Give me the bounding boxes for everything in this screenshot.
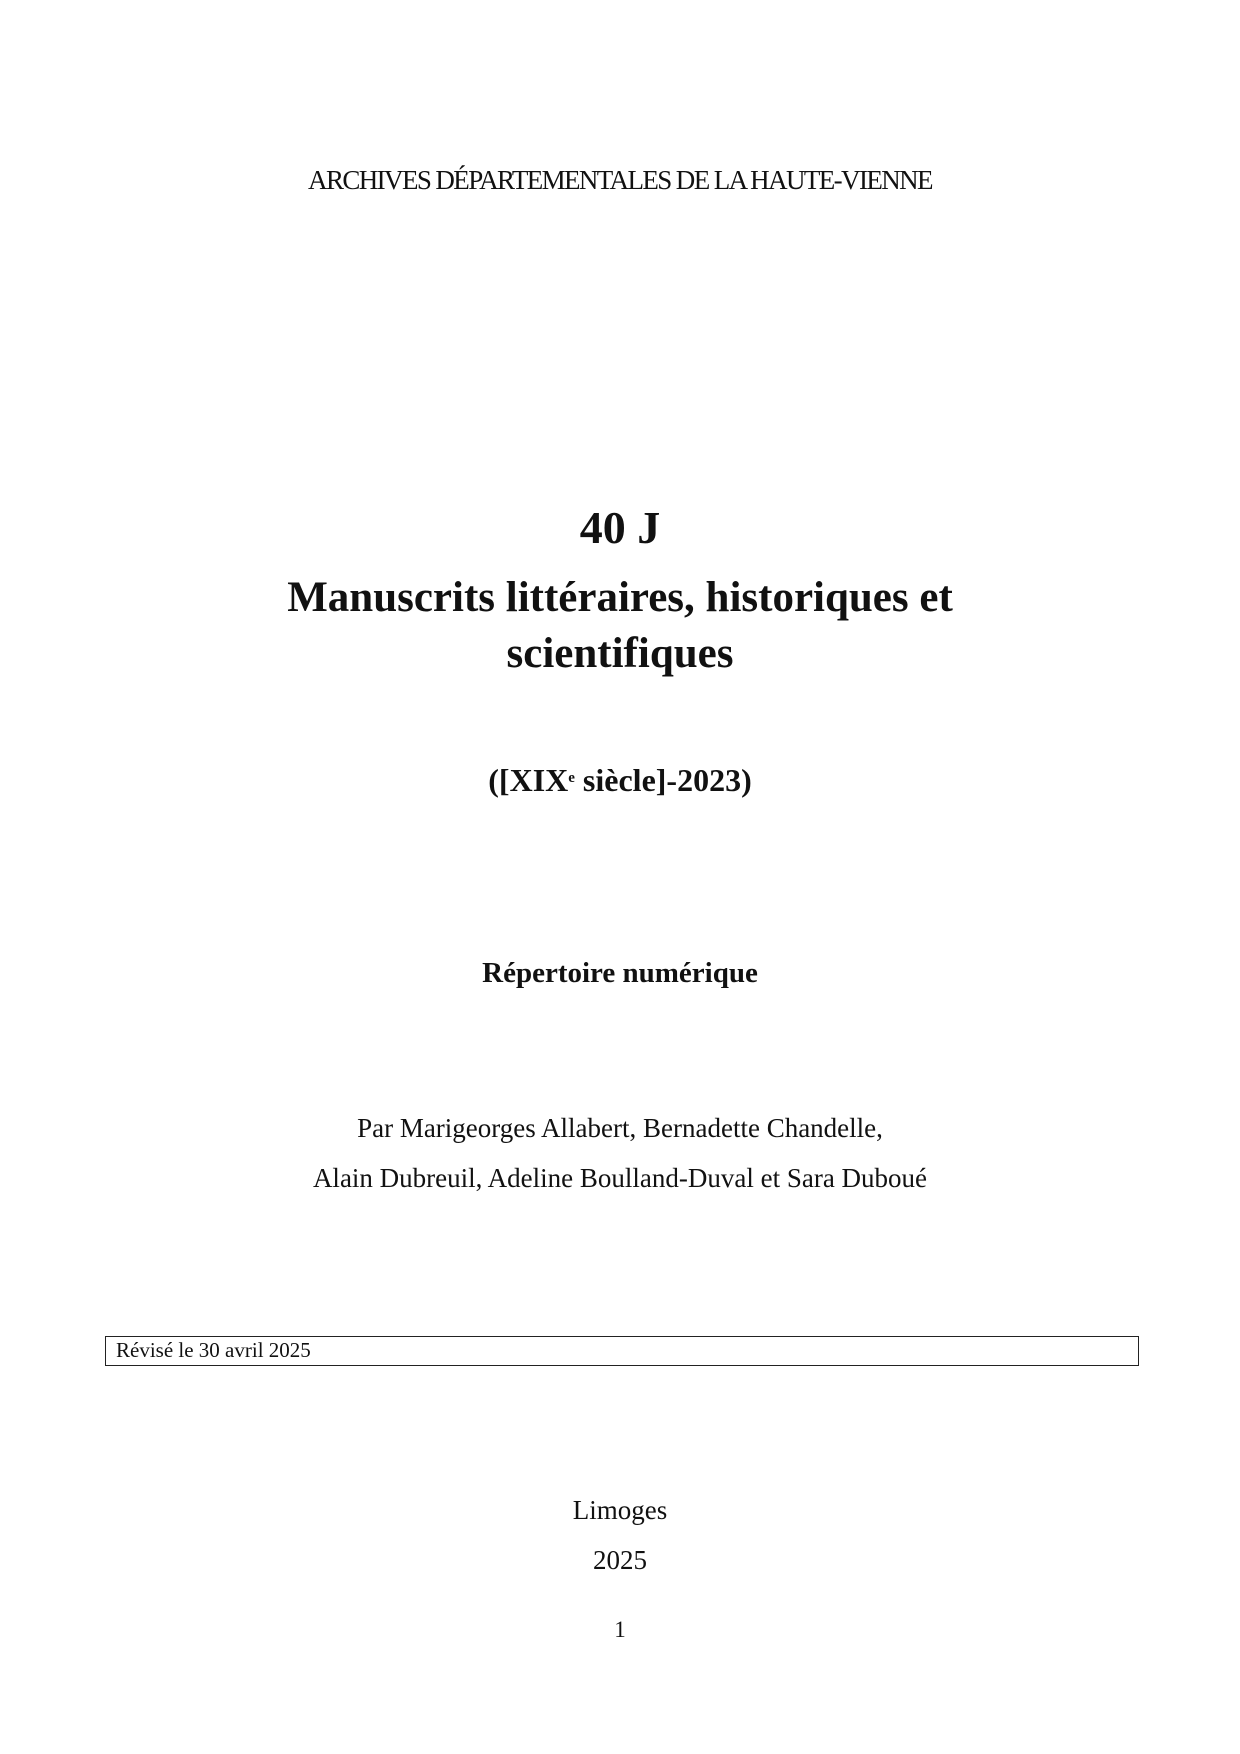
page-number: 1 [614,1617,626,1642]
date-range-prefix: ([XIX [488,762,569,798]
imprint-place: Limoges [572,1495,668,1525]
authors-line-1: Par Marigeorges Allabert, Bernadette Chandelle, [357,1113,883,1143]
date-range [0,760,1240,800]
title-line-1: Manuscrits littéraires, historiques et [287,574,953,621]
date-range-suffix: siècle]-2023) [574,762,752,798]
title-line-2: scientifiques [506,630,734,677]
imprint-year: 2025 [593,1545,647,1575]
document-title [0,570,1240,682]
institution-header: ARCHIVES DÉPARTEMENTALES DE LA HAUTE-VIENNE [308,165,932,195]
date-range-superscript: e [568,770,575,786]
authors-line-2: Alain Dubreuil, Adeline Boulland-Duval et Sara Duboué [312,1163,928,1193]
document-type: Répertoire numérique [482,957,758,989]
fonds-cote: 40 J [579,502,661,553]
authors-block [0,1103,1240,1203]
revision-box: Révisé le 30 avril 2025 [105,1336,1139,1366]
imprint-block [0,1485,1240,1585]
